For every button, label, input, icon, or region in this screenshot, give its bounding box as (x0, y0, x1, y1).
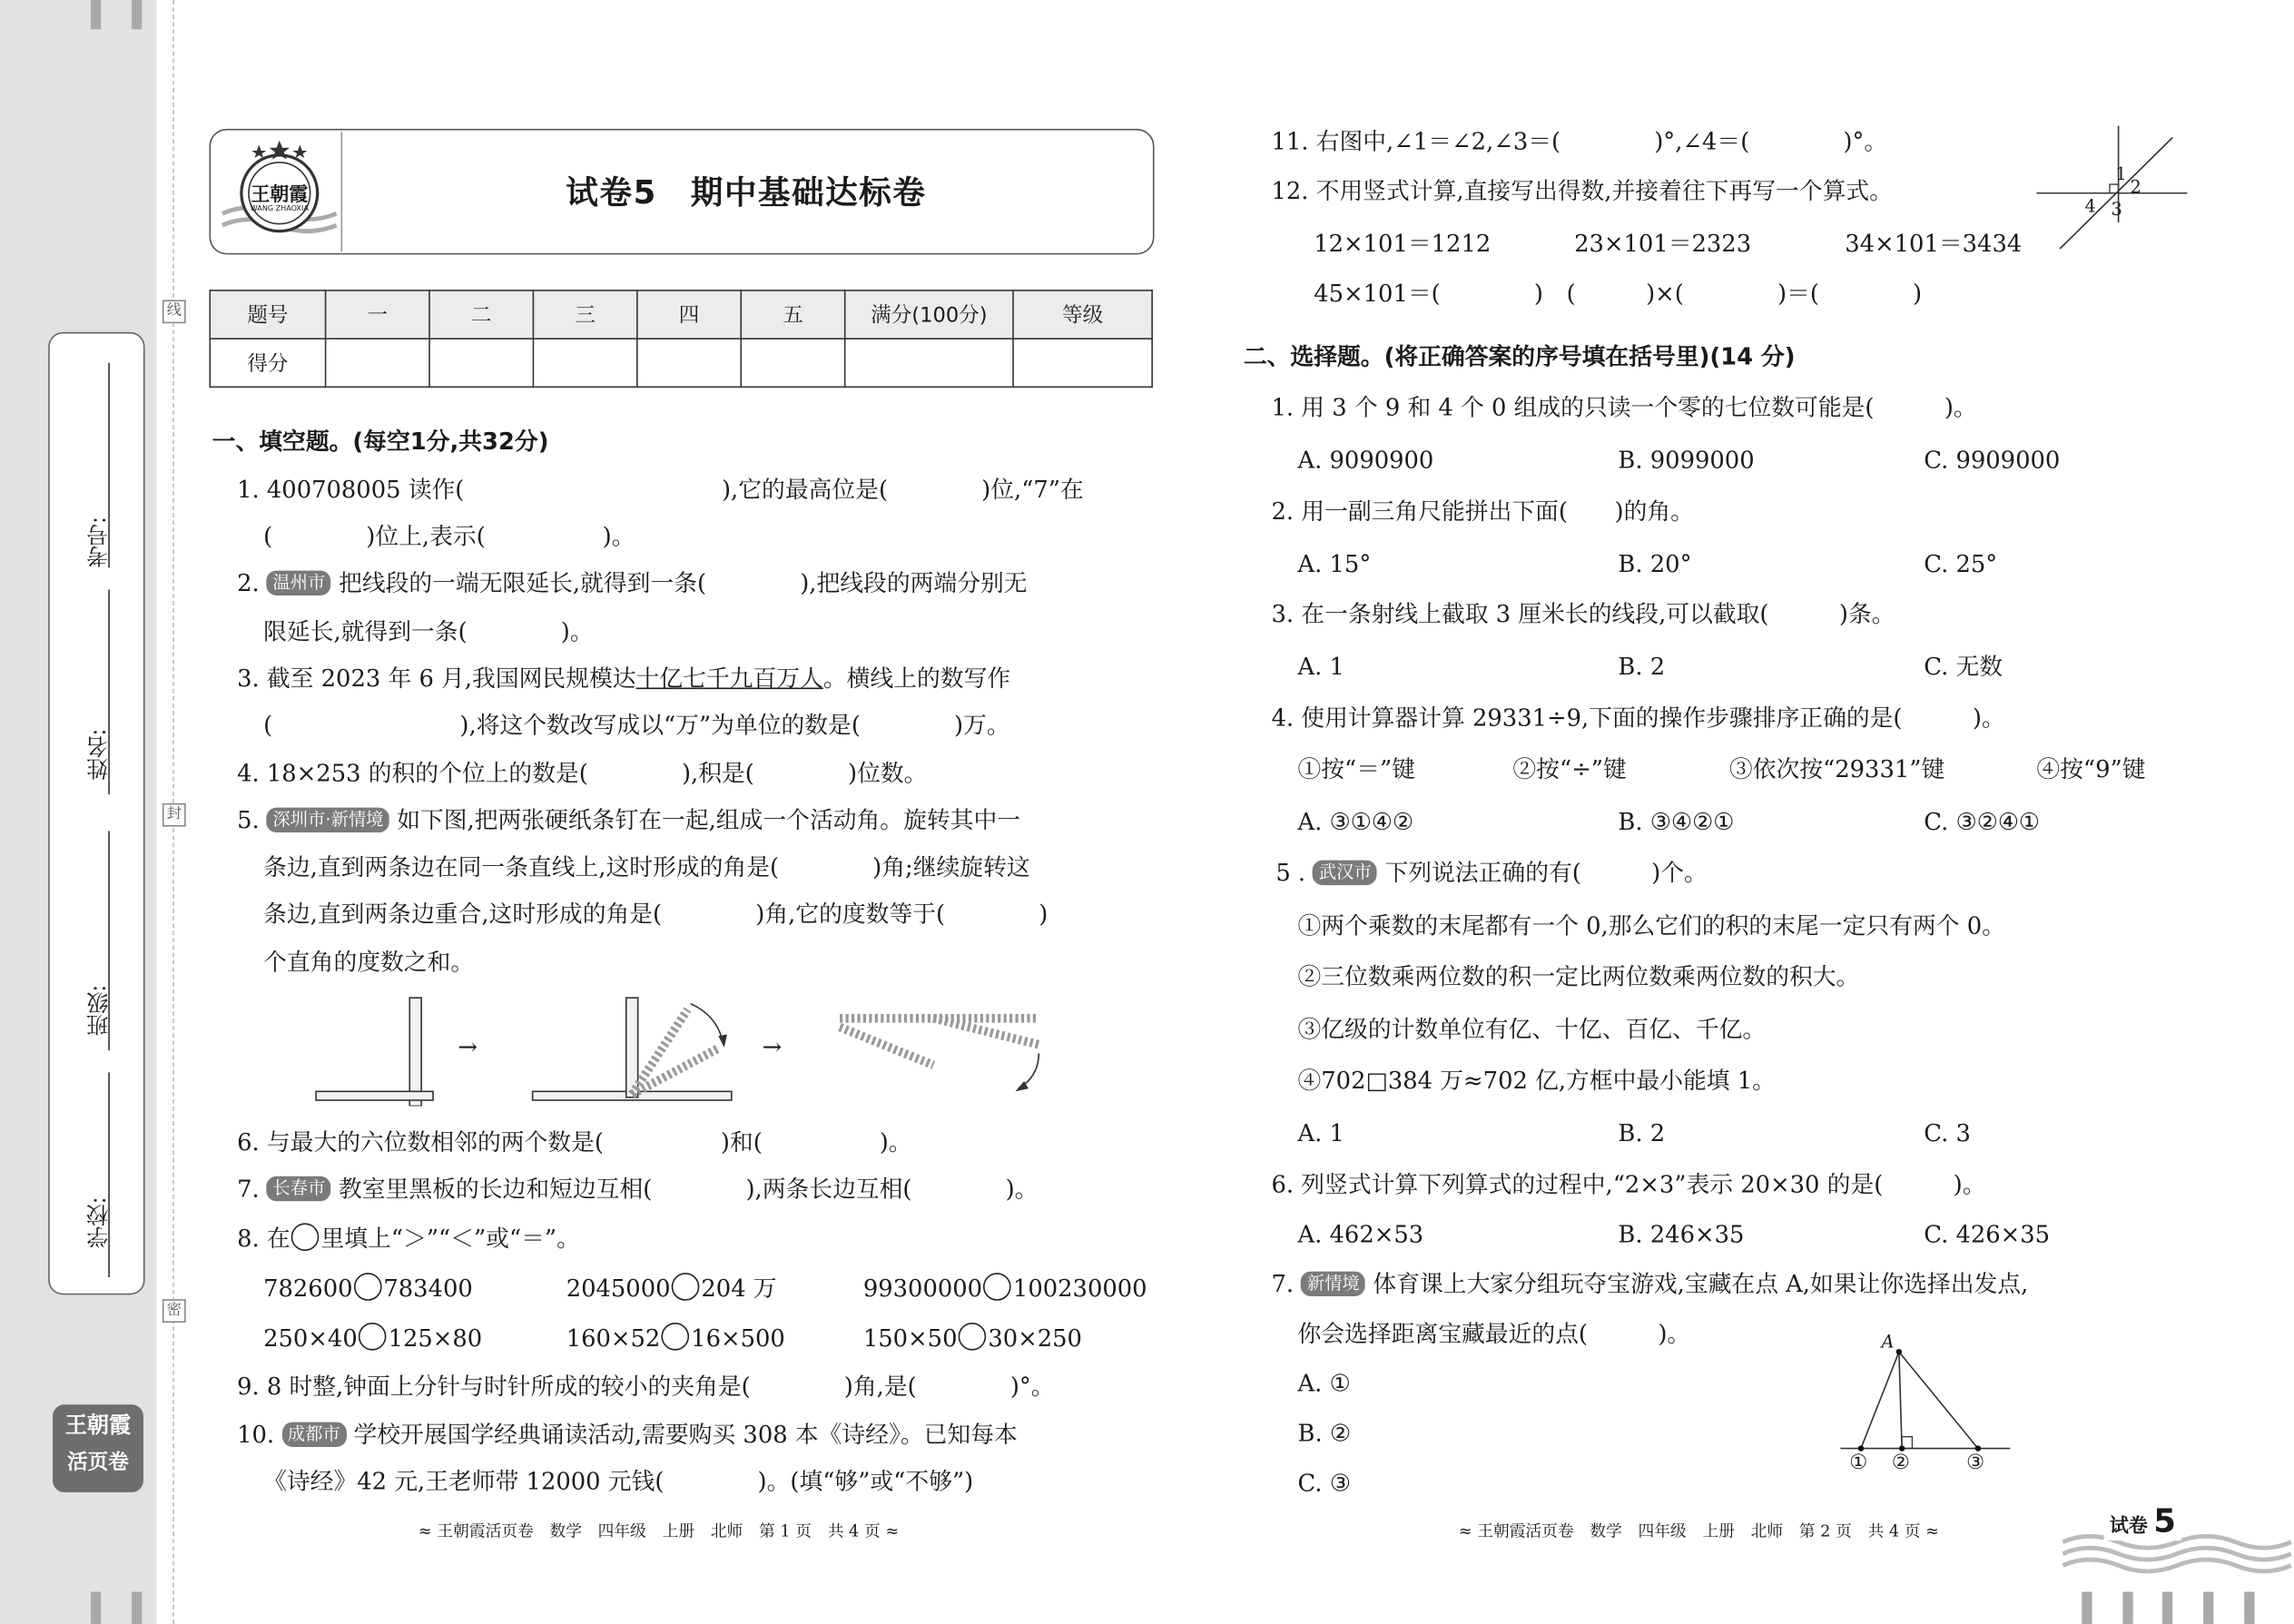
statement: ①两个乘数的末尾都有一个 0,那么它们的积的末尾一定只有两个 0。 (1297, 911, 2005, 940)
score-table-header (210, 290, 1152, 339)
angle-figure (2033, 123, 2194, 257)
corner-number: 5 (2153, 1503, 2176, 1541)
compare-right: 125×80 (388, 1324, 483, 1353)
option[interactable]: A. 15° (1297, 549, 1372, 578)
region-tag: 温州市 (267, 571, 331, 595)
score-col-header: 五 (741, 290, 844, 339)
score-col-header: 满分(100分) (845, 290, 1013, 339)
equation-blank: 45×101＝( ) ( )×( )＝( ) (1314, 279, 1923, 308)
score-col-header: 三 (533, 290, 636, 339)
question-3-text-post: 。横线上的数写作 (822, 664, 1011, 693)
compare-circle-icon[interactable] (354, 1273, 382, 1301)
question-3-text: 3. 截至 2023 年 6 月,我国网民规模达 (237, 664, 636, 693)
region-tag: 成都市 (281, 1422, 346, 1447)
compare-item (863, 1273, 1147, 1304)
option[interactable]: C. 9909000 (1924, 446, 2061, 475)
footer-page-2: ≈ 王朝霞活页卷 数学 四年级 上册 北师 第 2 页 共 4 页 ≈ (1458, 1521, 1940, 1541)
choice-question-4: 4. 使用计算器计算 29331÷9,下面的操作步骤排序正确的是( )。 (1271, 704, 2005, 732)
region-tag: 长春市 (267, 1176, 331, 1201)
question-9: 9. 8 时整,钟面上分针与时针所成的较小的夹角是( )角,是( )°。 (237, 1372, 1055, 1401)
step: ①按“＝”键 (1297, 754, 1416, 783)
choice-question-7-line-1 (1271, 1270, 2028, 1299)
question-8-text-post: 里填上“＞”“＜”或“＝”。 (320, 1224, 580, 1253)
tab-mark (2244, 1592, 2254, 1624)
question-2-line-2: 限延长,就得到一条( )。 (263, 617, 594, 645)
question-1-line-2: ( )位上,表示( )。 (263, 522, 635, 550)
score-cell[interactable] (326, 339, 429, 387)
compare-item (566, 1273, 777, 1304)
compare-item (863, 1323, 1082, 1353)
exam-number-line (108, 363, 110, 568)
page-title: 试卷5 期中基础达标卷 (566, 175, 927, 212)
score-cell[interactable] (845, 339, 1013, 387)
choice-question-5-number: 5 . (1275, 859, 1306, 887)
student-info-box (48, 332, 144, 1294)
compare-right: 16×500 (691, 1324, 785, 1353)
tab-mark (2082, 1592, 2092, 1624)
region-tag: 新情境 (1301, 1272, 1365, 1296)
choice-question-3: 3. 在一条射线上截取 3 厘米长的线段,可以截取( )条。 (1271, 599, 1895, 628)
angle-label-4: 4 (2084, 195, 2096, 217)
compare-right: 30×250 (988, 1324, 1082, 1353)
score-col-header: 等级 (1013, 290, 1152, 339)
question-12: 12. 不用竖式计算,直接写出得数,并接着往下再写一个算式。 (1271, 177, 1893, 205)
section-2-heading: 二、选择题。(将正确答案的序号填在括号里)(14 分) (1243, 342, 1796, 370)
question-4: 4. 18×253 的积的个位上的数是( ),积是( )位数。 (237, 759, 928, 788)
option[interactable]: B. 2 (1618, 652, 1666, 681)
option[interactable]: B. 2 (1618, 1118, 1666, 1147)
option[interactable]: C. 无数 (1924, 652, 2004, 681)
choice-question-5 (1275, 859, 1708, 888)
compare-circle-icon[interactable] (662, 1323, 690, 1351)
choice-question-7-line-2: 你会选择距离宝藏最近的点( )。 (1297, 1319, 1691, 1348)
question-2-text: 把线段的一端无限延长,就得到一条( ),把线段的两端分别无 (339, 568, 1028, 597)
region-tag: 武汉市 (1313, 861, 1377, 885)
option[interactable]: C. 25° (1924, 549, 1998, 578)
statement: ③亿级的计数单位有亿、十亿、百亿、千亿。 (1297, 1015, 1767, 1044)
choice-question-7-number: 7. (1271, 1269, 1295, 1298)
compare-item (263, 1323, 482, 1353)
equation: 23×101＝2323 (1574, 230, 1752, 258)
rotating-angle-figure (307, 989, 1068, 1107)
compare-left: 160×52 (566, 1324, 661, 1353)
question-10-line-1 (237, 1421, 1018, 1450)
option[interactable]: B. 246×35 (1618, 1220, 1745, 1248)
brand-badge-bottom: 活页卷 (67, 1451, 129, 1475)
question-10-line-2: 《诗经》42 元,王老师带 12000 元钱( )。(填“够”或“不够”) (263, 1467, 974, 1496)
option[interactable]: A. 462×53 (1297, 1220, 1424, 1248)
compare-right: 100230000 (1012, 1274, 1147, 1303)
score-col-header: 一 (326, 290, 429, 339)
tab-mark (132, 1592, 142, 1624)
corner-label (2103, 1504, 2181, 1540)
brand-badge-top: 王朝霞 (64, 1412, 132, 1439)
logo-text: 王朝霞 (251, 184, 309, 207)
compare-right: 783400 (383, 1274, 473, 1303)
angle-label-2: 2 (2130, 177, 2141, 198)
option[interactable]: B. 20° (1618, 549, 1692, 578)
question-11: 11. 右图中,∠1＝∠2,∠3＝( )°,∠4＝( )°。 (1271, 127, 1888, 155)
option[interactable]: A. 9090900 (1297, 446, 1434, 475)
option[interactable]: C. 3 (1924, 1118, 1971, 1147)
choice-question-2: 2. 用一副三角尺能拼出下面( )的角。 (1271, 497, 1694, 526)
option[interactable]: B. 9099000 (1618, 446, 1755, 475)
question-7-number: 7. (237, 1175, 260, 1203)
option[interactable]: A. ① (1297, 1369, 1351, 1398)
compare-item (263, 1273, 473, 1304)
binding-mark: 密 (162, 1299, 186, 1323)
compare-circle-icon[interactable] (959, 1323, 987, 1351)
score-row-label: 得分 (210, 339, 325, 387)
statement: ④702□384 万≈702 亿,方框中最小能填 1。 (1297, 1066, 1776, 1095)
question-5-line-1 (237, 806, 1020, 835)
question-2-line-1 (237, 569, 1027, 598)
binding-mark: 封 (162, 803, 186, 827)
compare-left: 150×50 (862, 1324, 958, 1353)
question-10-text: 学校开展国学经典诵读活动,需要购买 308 本《诗经》。已知每本 (353, 1420, 1018, 1449)
option[interactable]: C. 426×35 (1924, 1220, 2051, 1248)
compare-item (566, 1323, 785, 1353)
name-label: 姓名: (84, 728, 112, 781)
tab-mark (132, 0, 142, 29)
compare-left: 782600 (263, 1274, 353, 1303)
angle-label-1: 1 (2115, 163, 2127, 185)
compare-circle-icon (291, 1223, 320, 1251)
point-label: ③ (1965, 1451, 1985, 1475)
score-col-header: 二 (429, 290, 533, 339)
option[interactable]: A. 1 (1297, 1118, 1344, 1147)
brand-badge (53, 1404, 143, 1492)
statement: ②三位数乘两位数的积一定比两位数乘两位数的积大。 (1297, 962, 1860, 991)
region-tag: 深圳市·新情境 (267, 808, 389, 832)
score-table (209, 290, 1152, 388)
tab-mark (2122, 1592, 2132, 1624)
class-line (108, 831, 110, 1050)
question-10-number: 10. (237, 1420, 275, 1449)
equation: 34×101＝3434 (1845, 230, 2023, 258)
question-6: 6. 与最大的六位数相邻的两个数是( )和( )。 (237, 1127, 912, 1156)
binding-mark: 线 (162, 300, 186, 323)
option[interactable]: C. ③ (1297, 1469, 1351, 1497)
compare-left: 99300000 (862, 1274, 983, 1303)
question-7 (237, 1175, 1038, 1204)
option[interactable]: C. ③②④① (1924, 807, 2040, 836)
step: ④按“9”键 (2036, 754, 2146, 783)
arrow-1: → (458, 1032, 478, 1061)
compare-left: 250×40 (263, 1324, 358, 1353)
question-8-text: 8. 在 (237, 1224, 290, 1253)
footer-page-1: ≈ 王朝霞活页卷 数学 四年级 上册 北师 第 1 页 共 4 页 ≈ (418, 1521, 900, 1541)
arrow-2: → (762, 1032, 783, 1061)
question-7-text: 教室里黑板的长边和短边互相( ),两条长边互相( )。 (339, 1175, 1039, 1203)
score-col-header: 题号 (210, 290, 325, 339)
school-line (108, 1072, 110, 1277)
question-5-line-4: 个直角的度数之和。 (263, 948, 475, 977)
question-3-line-2: ( ),将这个数改写成以“万”为单位的数是( )万。 (263, 711, 1010, 739)
compare-right: 204 万 (701, 1274, 777, 1303)
logo (220, 137, 340, 245)
tab-mark (91, 1592, 101, 1624)
equation: 12×101＝1212 (1314, 230, 1492, 258)
option[interactable]: B. ③④②① (1618, 807, 1735, 836)
compare-left: 2045000 (566, 1274, 671, 1303)
school-label: 学校: (84, 1196, 112, 1248)
score-cell[interactable] (1013, 339, 1152, 387)
step: ③依次按“29331”键 (1728, 754, 1945, 783)
score-cell[interactable] (637, 339, 741, 387)
score-cell[interactable] (741, 339, 844, 387)
corner-label-text: 试卷 (2109, 1515, 2148, 1538)
option[interactable]: A. ③①④② (1297, 807, 1413, 836)
choice-question-6: 6. 列竖式计算下列算式的过程中,“2×3”表示 20×30 的是( )。 (1271, 1170, 1986, 1198)
score-col-header: 四 (637, 290, 741, 339)
question-5-number: 5. (237, 806, 260, 834)
score-cell[interactable] (429, 339, 533, 387)
point-a-label: A (1881, 1331, 1895, 1353)
question-5-text: 如下图,把两张硬纸条钉在一起,组成一个活动角。旋转其中一 (397, 806, 1021, 834)
score-row (210, 339, 1152, 387)
angle-label-3: 3 (2111, 199, 2122, 220)
point-label: ① (1849, 1451, 1868, 1475)
tab-mark (2203, 1592, 2213, 1624)
logo-subtext: WANG ZHAOXIA (250, 204, 309, 214)
compare-circle-icon[interactable] (672, 1273, 700, 1301)
choice-question-7-text: 体育课上大家分组玩夺宝游戏,宝藏在点 A,如果让你选择出发点, (1373, 1269, 2029, 1298)
class-label: 班级: (84, 984, 112, 1037)
question-8 (237, 1223, 580, 1254)
tab-mark (91, 0, 101, 29)
step: ②按“÷”键 (1512, 754, 1627, 783)
compare-circle-icon[interactable] (359, 1323, 387, 1351)
section-1-heading: 一、填空题。(每空1分,共32分) (212, 427, 549, 456)
tab-mark (2162, 1592, 2172, 1624)
option[interactable]: B. ② (1297, 1419, 1351, 1447)
point-label: ② (1891, 1451, 1911, 1475)
question-1-line-1: 1. 400708005 读作( ),它的最高位是( )位,“7”在 (237, 475, 1084, 504)
question-2-number: 2. (237, 568, 260, 597)
compare-circle-icon[interactable] (984, 1273, 1012, 1301)
question-3-underlined: 十亿七千九百万人 (635, 664, 823, 693)
name-line (108, 590, 110, 795)
score-cell[interactable] (533, 339, 636, 387)
choice-question-5-text: 下列说法正确的有( )个。 (1384, 859, 1708, 887)
option[interactable]: A. 1 (1297, 652, 1344, 681)
question-5-line-3: 条边,直到两条边重合,这时形成的角是( )角,它的度数等于( ) (263, 900, 1049, 928)
choice-question-1: 1. 用 3 个 9 和 4 个 0 组成的只读一个零的七位数可能是( )。 (1271, 393, 1977, 422)
question-3-line-1 (237, 664, 1010, 694)
question-5-line-2: 条边,直到两条边在同一条直线上,这时形成的角是( )角;继续旋转这 (263, 852, 1030, 881)
exam-number-label: 考号: (84, 516, 112, 568)
